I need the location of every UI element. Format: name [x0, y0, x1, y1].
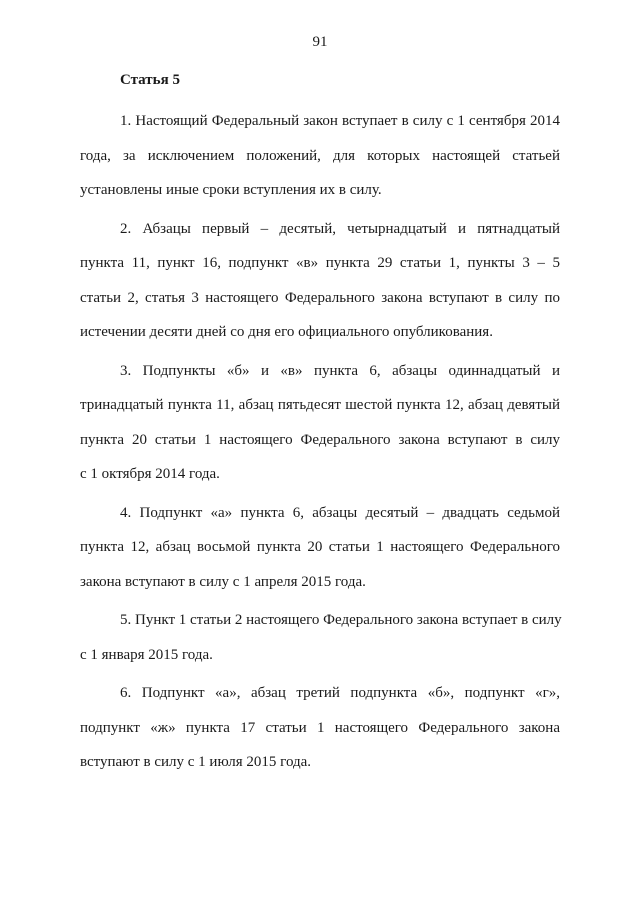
paragraph-line: 2. Абзацы первый – десятый, четырнадцатый и пятнадцатый — [120, 220, 560, 237]
page-number: 91 — [312, 34, 328, 50]
paragraph-1 — [80, 104, 560, 208]
paragraph-line: 5. Пункт 1 статьи 2 настоящего Федерального закона вступает в силу — [120, 612, 562, 628]
paragraph-line: 3. Подпункты «б» и «в» пункта 6, абзацы одиннадцатый и — [120, 362, 560, 379]
paragraph-line: 6. Подпункт «а», абзац третий подпункта «б», подпункт «г», — [120, 685, 560, 701]
paragraph-3 — [80, 354, 560, 492]
paragraph-4 — [80, 496, 560, 600]
paragraph-5 — [80, 603, 560, 672]
paragraph-line: подпункт «ж» пункта 17 статьи 1 настоящего Федерального закона — [80, 719, 560, 736]
document-body — [80, 104, 560, 784]
paragraph-line: пункта 12, абзац восьмой пункта 20 статьи 1 настоящего Федерального — [80, 539, 560, 555]
paragraph-6 — [80, 676, 560, 780]
paragraph-line: закона вступают в силу с 1 апреля 2015 года. — [80, 573, 366, 590]
paragraph-line: пункта 20 статьи 1 настоящего Федерального закона вступают в силу — [80, 431, 560, 448]
paragraph-line: года, за исключением положений, для которых настоящей статьей — [80, 147, 560, 164]
paragraph-line: с 1 октября 2014 года. — [80, 466, 220, 482]
paragraph-line: с 1 января 2015 года. — [80, 646, 213, 663]
paragraph-line: тринадцатый пункта 11, абзац пятьдесят шестой пункта 12, абзац девятый — [80, 397, 560, 413]
paragraph-line: вступают в силу с 1 июля 2015 года. — [80, 754, 312, 770]
paragraph-2 — [80, 212, 560, 350]
paragraph-line: 1. Настоящий Федеральный закон вступает в силу с 1 сентября 2014 — [120, 113, 560, 129]
paragraph-line: статьи 2, статья 3 настоящего Федерального закона вступают в силу по — [80, 289, 560, 306]
paragraph-line: 4. Подпункт «а» пункта 6, абзацы десятый – двадцать седьмой — [120, 504, 560, 521]
article-title: Статья 5 — [120, 72, 180, 88]
paragraph-line: пункта 11, пункт 16, подпункт «в» пункта 29 статьи 1, пункты 3 – 5 — [80, 255, 560, 271]
paragraph-line: истечении десяти дней со дня его официального опубликования. — [80, 324, 493, 340]
paragraph-line: установлены иные сроки вступления их в силу. — [80, 182, 382, 198]
